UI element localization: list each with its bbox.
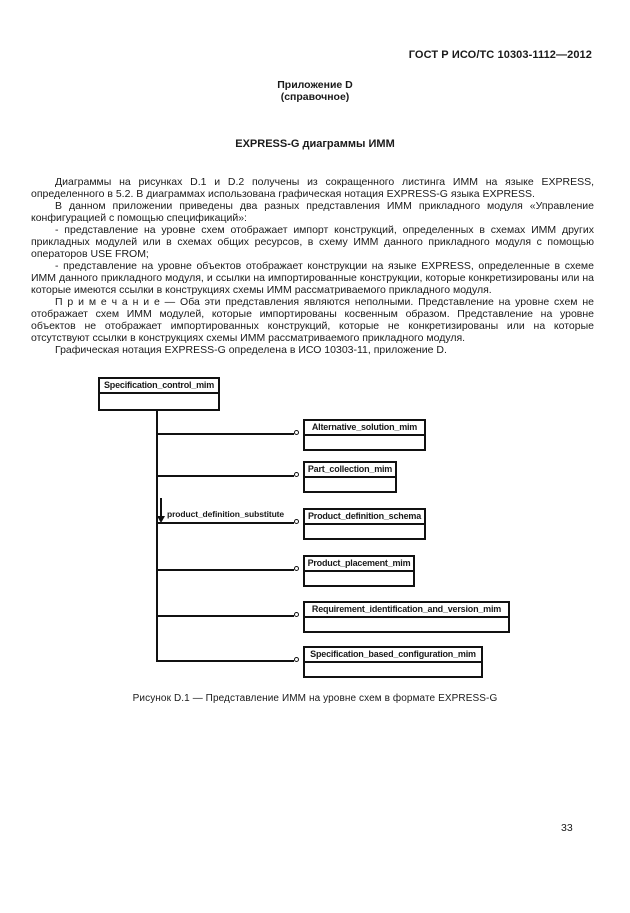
- branch-line: [156, 433, 294, 435]
- diagram-box-label: Specification_control_mim: [100, 379, 218, 394]
- annex-title: Приложение D: [277, 79, 353, 91]
- diagram-box-label: Requirement_identification_and_version_mim: [305, 603, 508, 618]
- page-header-standard: ГОСТ Р ИСО/ТС 10303-1112—2012: [408, 49, 592, 61]
- paragraph: П р и м е ч а н и е — Оба эти представления являются неполными. Представление на уровне схем не отображает схем ИММ модулей, которые импортированы косвенным образом. Представление на уровне объектов не отображает импортированных конструкций, которые не конкретизированы или на которые отсутствуют ссылки в конструкциях схемы ИММ рассматриваемого прикладного модуля.: [31, 296, 594, 344]
- annex-subtitle: (справочное): [280, 91, 350, 103]
- page-number: 33: [561, 822, 573, 834]
- down-arrow-shaft: [160, 498, 162, 516]
- diagram-box-product-definition-schema: [303, 508, 426, 540]
- diagram-box-requirement-identification-and-version-mim: [303, 601, 510, 633]
- connector-circle-icon: [294, 472, 299, 477]
- branch-line: [156, 660, 294, 662]
- diagram-box-alternative-solution-mim: [303, 419, 426, 451]
- diagram-box-product-placement-mim: [303, 555, 415, 587]
- connector-circle-icon: [294, 566, 299, 571]
- connector-circle-icon: [294, 519, 299, 524]
- branch-line: [156, 615, 294, 617]
- section-title: EXPRESS-G диаграммы ИММ: [235, 138, 395, 150]
- branch-line: [156, 569, 294, 571]
- connector-circle-icon: [294, 612, 299, 617]
- diagram-box-label: Alternative_solution_mim: [305, 421, 424, 436]
- down-arrow-icon: [157, 516, 165, 523]
- trunk-line: [156, 410, 158, 662]
- relation-label: product_definition_substitute: [167, 509, 285, 519]
- diagram-box-part-collection-mim: [303, 461, 397, 493]
- diagram-box-specification-based-configuration-mim: [303, 646, 483, 678]
- diagram-box-label: Specification_based_configuration_mim: [305, 648, 481, 663]
- paragraph: - представление на уровне объектов отображает конструкции на языке EXPRESS, определенные в схеме ИММ данного прикладного модуля, и ссылки на импортированные конструкции, которые конкретизированы или на которые имеются ссылки в конструкциях схемы ИММ рассматриваемого прикладного модуля.: [31, 260, 594, 296]
- connector-circle-icon: [294, 430, 299, 435]
- branch-line: [156, 475, 294, 477]
- paragraph: В данном приложении приведены два разных представления ИММ прикладного модуля «Управление конфигурацией с помощью спецификаций»:: [31, 200, 594, 224]
- body-text: [31, 176, 594, 356]
- paragraph: - представление на уровне схем отображает импорт конструкций, определенных в схемах ИММ других прикладных модулей или в схемах общих ресурсов, в схему ИММ данного прикладного модуля с помощью операторов USE FROM;: [31, 224, 594, 260]
- diagram-box-label: Product_definition_schema: [305, 510, 424, 525]
- paragraph: Графическая нотация EXPRESS-G определена в ИСО 10303-11, приложение D.: [55, 344, 447, 356]
- branch-line: [156, 522, 294, 524]
- diagram-box-specification-control-mim: [98, 377, 220, 411]
- diagram-box-label: Product_placement_mim: [305, 557, 413, 572]
- figure-caption: Рисунок D.1 — Представление ИММ на уровне схем в формате EXPRESS-G: [132, 693, 498, 704]
- connector-circle-icon: [294, 657, 299, 662]
- diagram-box-label: Part_collection_mim: [305, 463, 395, 478]
- paragraph: Диаграммы на рисунках D.1 и D.2 получены из сокращенного листинга ИММ на языке EXPRESS, определенного в 5.2. В диаграммах использована графическая нотация EXPRESS-G языка EXPRESS.: [31, 176, 594, 200]
